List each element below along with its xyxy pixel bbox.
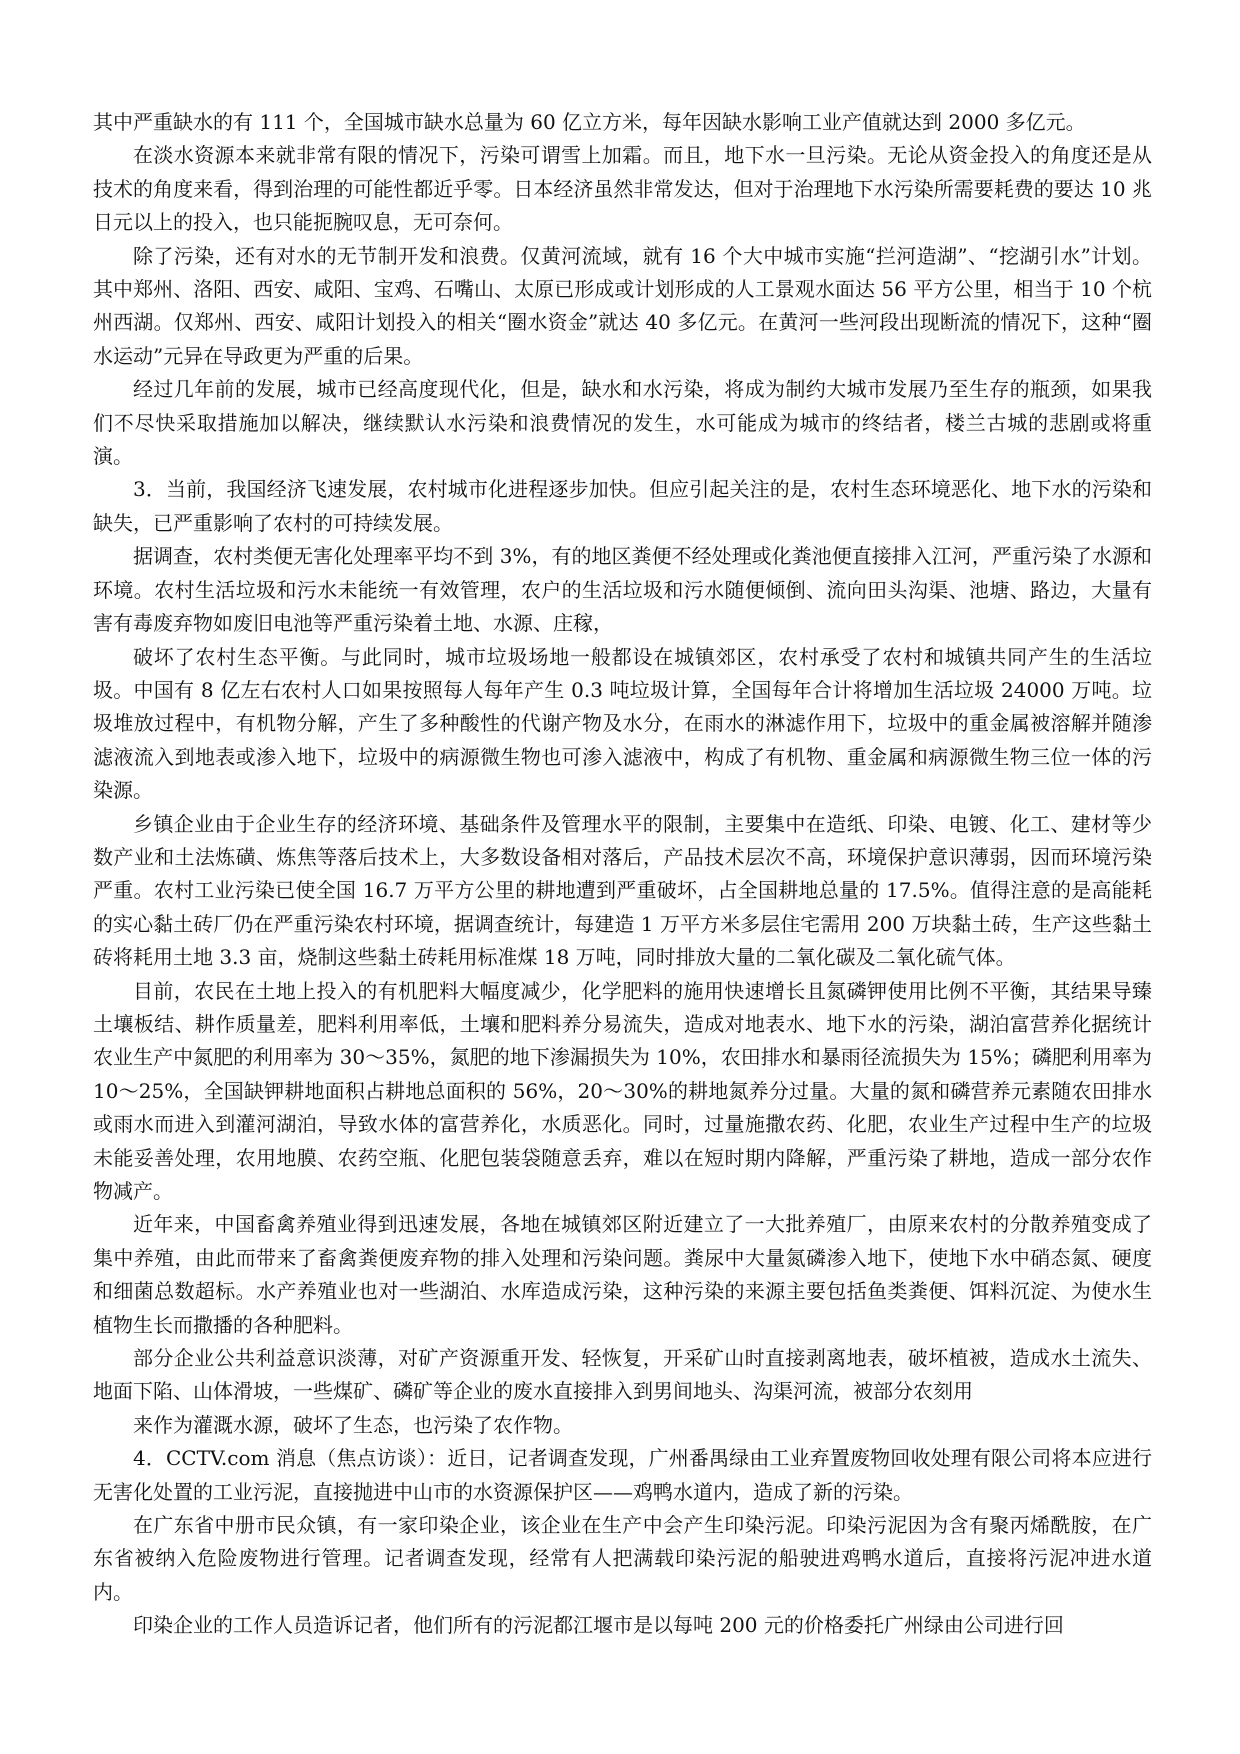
paragraph: 乡镇企业由于企业生存的经济环境、基础条件及管理水平的限制，主要集中在造纸、印染、电镀、化工、建材等少数产业和土法炼磺、炼焦等落后技术上，大多数设备相对落后，产品技术层次不高，环境保护意识薄弱，因而环境污染严重。农村工业污染已使全国 16.7 万平方公里的耕地遭到严重破坏，占全国耕地总量的 17.5%。值得注意的是高能耗的实心黏土砖厂仍在严重污染农村环境，据调查统计，每建造 1 万平方米多层住宅需用 200 万块黏土砖，生产这些黏土砖将耗用土地 3.3 亩，烧制这些黏土砖耗用标准煤 18 万吨，同时排放大量的二氧化碳及二氧化硫气体。 [93, 811, 1152, 970]
paragraph: 除了污染，还有对水的无节制开发和浪费。仅黄河流域，就有 16 个大中城市实施“拦河造湖”、“挖湖引水”计划。其中郑州、洛阳、西安、咸阳、宝鸡、石嘴山、太原已形成或计划形成的人工景观水面达 56 平方公里，相当于 10 个杭州西湖。仅郑州、西安、咸阳计划投入的相关“圈水资金”就达 40 多亿元。在黄河一些河段出现断流的情况下，这种“圈水运动”元异在导政更为严重的后果。 [93, 243, 1152, 368]
paragraph: 3．当前，我国经济飞速发展，农村城市化进程逐步加快。但应引起关注的是，农村生态环境恶化、地下水的污染和缺失，已严重影响了农村的可持续发展。 [93, 477, 1152, 535]
paragraph: 经过几年前的发展，城市已经高度现代化，但是，缺水和水污染，将成为制约大城市发展乃至生存的瓶颈，如果我们不尽快采取措施加以解决，继续默认水污染和浪费情况的发生，水可能成为城市的终结者，楼兰古城的悲剧或将重演。 [93, 377, 1152, 469]
paragraph: 在淡水资源本来就非常有限的情况下，污染可谓雪上加霜。而且，地下水一旦污染。无论从资金投入的角度还是从技术的角度来看，得到治理的可能性都近乎零。日本经济虽然非常发达，但对于治理地下水污染所需要耗费的要达 10 兆日元以上的投入，也只能扼腕叹息，无可奈何。 [93, 143, 1152, 235]
paragraph: 在广东省中册市民众镇，有一家印染企业，该企业在生产中会产生印染污泥。印染污泥因为含有聚丙烯酰胺，在广东省被纳入危险废物进行管理。记者调查发现，经常有人把满载印染污泥的船驶进鸡鸭水道后，直接将污泥冲进水道内。 [93, 1513, 1152, 1604]
paragraph: 印染企业的工作人员造诉记者，他们所有的污泥都江堰市是以每吨 200 元的价格委托广州绿由公司进行回 [133, 1613, 1064, 1638]
paragraph: 来作为灌溉水源，破坏了生态，也污染了农作物。 [133, 1412, 573, 1437]
paragraph: 部分企业公共利益意识淡薄，对矿产资源重开发、轻恢复，开采矿山时直接剥离地表，破坏植被，造成水土流失、地面下陷、山体滑坡，一些煤矿、磷矿等企业的废水直接排入到男间地头、沟渠河流，被部分农刻用 [93, 1346, 1152, 1404]
paragraph: 4．CCTV.com 消息（焦点访谈）：近日，记者调查发现，广州番禺绿由工业弃置废物回收处理有限公司将本应进行无害化处置的工业污泥，直接抛进中山市的水资源保护区——鸡鸭水道内，造成了新的污染。 [93, 1446, 1152, 1504]
paragraph: 近年来，中国畜禽养殖业得到迅速发展，各地在城镇郊区附近建立了一大批养殖厂，由原来农村的分散养殖变成了集中养殖，由此而带来了畜禽粪便废弃物的排入处理和污染问题。粪尿中大量氮磷渗入地下，使地下水中硝态氮、硬度和细菌总数超标。水产养殖业也对一些湖泊、水库造成污染，这种污染的来源主要包括鱼类粪便、饵料沉淀、为使水生植物生长而撒播的各种肥料。 [93, 1212, 1152, 1337]
paragraph: 据调查，农村类便无害化处理率平均不到 3%，有的地区粪便不经处理或化粪池便直接排入江河，严重污染了水源和环境。农村生活垃圾和污水未能统一有效管理，农户的生活垃圾和污水随便倾倒、流向田头沟渠、池塘、路边，大量有害有毒废弃物如废旧电池等严重污染着土地、水源、庄稼， [93, 544, 1152, 636]
paragraph: 破坏了农村生态平衡。与此同时，城市垃圾场地一般都设在城镇郊区，农村承受了农村和城镇共同产生的生活垃圾。中国有 8 亿左右农村人口如果按照每人每年产生 0.3 吨垃圾计算，全国每年合计将增加生活垃圾 24000 万吨。垃圾堆放过程中，有机物分解，产生了多种酸性的代谢产物及水分，在雨水的淋滤作用下，垃圾中的重金属被溶解并随渗滤液流入到地表或渗入地下，垃圾中的病源微生物也可渗入滤液中，构成了有机物、重金属和病源微生物三位一体的污染源。 [93, 644, 1152, 803]
paragraph: 目前，农民在土地上投入的有机肥料大幅度减少，化学肥料的施用快速增长且氮磷钾使用比例不平衡，其结果导臻土壤板结、耕作质量差，肥料利用率低，土壤和肥料养分易流失，造成对地表水、地下水的污染，湖泊富营养化据统计农业生产中氮肥的利用率为 30～35%，氮肥的地下渗漏损失为 10%，农田排水和暴雨径流损失为 15%；磷肥利用率为 10～25%，全国缺钾耕地面积占耕地总面积的 56%，20～30%的耕地氮养分过量。大量的氮和磷营养元素随农田排水或雨水而进入到灌河湖泊，导致水体的富营养化，水质恶化。同时，过量施撒农药、化肥，农业生产过程中生产的垃圾未能妥善处理，农用地膜、农药空瓶、化肥包装袋随意丢弃，难以在短时期内降解，严重污染了耕地，造成一部分农作物减产。 [93, 978, 1152, 1203]
paragraph: 其中严重缺水的有 111 个，全国城市缺水总量为 60 亿立方米，每年因缺水影响工业产值就达到 2000 多亿元。 [93, 110, 1086, 134]
